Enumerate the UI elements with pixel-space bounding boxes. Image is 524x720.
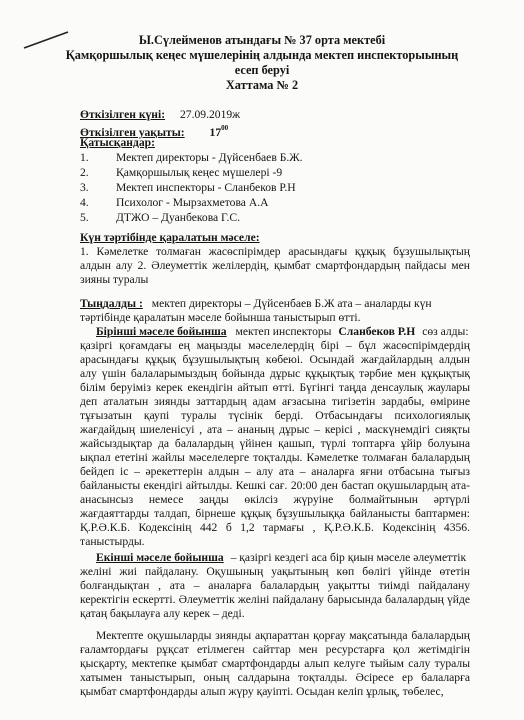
date-row — [80, 108, 240, 121]
paragraph-line: керектігін ескертті. Әлеуметтік желіні пайдалану барысында балалардың үйде — [80, 593, 470, 606]
agenda-text-line: алдын алу 2. Әлеуметтік желілердің, қымбат смартфондардың пайдасы мен — [80, 259, 470, 272]
paragraph-line: ықпал ететіні жайлы мәселелерге тоқталды. Кәмелетке толмаған балалардың — [80, 451, 470, 464]
paragraph-line: байланысты екендігі айтылды. Кешкі сағ. 20:00 ден бастап оқушылардың ата- — [80, 479, 470, 492]
paragraph-line: арасындағы құқық бұзушылықтың көбеюі. Осындай жағдайлардың алдын — [80, 353, 470, 366]
second-issue-line-1: Екінші мәселе бойынша – қазіргі кездегі аса бір қиын мәселе әлеуметтік — [96, 551, 467, 564]
paragraph-line: қатаң бақылауға алу керек – деді. — [80, 607, 245, 620]
first-issue-line-1: Бірінші мәселе бойынша мектеп инспекторы Сланбеков Р.Н сөз алды: — [96, 325, 469, 338]
protocol-title: Хаттама № 2 — [225, 78, 299, 92]
paragraph-line: бейдеп іс – әрекеттерін алдын – алу ата – аналарға яғни отбасына тығыз — [80, 465, 470, 478]
paragraph-line: жайсыздықтар да балалардың үйінен қашып, түрлі топтарға ұйір болуына — [80, 437, 470, 450]
paragraph-line: Мектепте оқушыларды зиянды ақпараттан қорғау мақсатында балалардың — [96, 629, 470, 642]
paragraph-line: таныстырды. — [80, 535, 145, 548]
time-value: $17^{00}$ — [209, 124, 229, 139]
first-issue-label: Бірінші мәселе бойынша — [96, 325, 227, 338]
attendee-item: 3. Мектеп инспекторы - Сланбеков Р.Н — [80, 181, 296, 194]
paragraph-line: қымбат смартфондарды алып жүру қауіпті. Осыдан келіп ұрлық, төбелес, — [80, 685, 444, 698]
paragraph-line: деп аталатын зиянды заттардың адам ағзасына тигізетін зардабы, өмірине — [80, 395, 470, 408]
paragraph-line: анасынсыз немесе заңды өкілсіз жүруіне болмайтынын әртүрлі — [80, 493, 470, 506]
document-subtitle-line-1: Қамқоршылық кеңес мүшелерінің алдында мектеп инспекторыының — [65, 48, 459, 62]
paragraph-line: ғаламтордағы рұқсат етілмеген сайттар мен ресурстарға қол жетімдігін — [80, 643, 470, 656]
attendee-item: 4. Психолог - Мырзахметова А.А — [80, 196, 269, 209]
speaker-name: Сланбеков Р.Н — [338, 325, 416, 338]
attendee-item: 2. Қамқоршылық кеңес мүшелері -9 — [80, 166, 283, 179]
heard-label: Тыңдалды : — [80, 297, 143, 310]
date-value: 27.09.2019ж — [179, 108, 241, 121]
second-issue-label: Екінші мәселе бойынша — [96, 551, 224, 564]
paragraph-line: тұғызатын қаупі туралы түсінік берді. Отбасындағы психологиялық — [80, 409, 470, 422]
paragraph-line: жағдайдың шиеленісуі , ата – ананың дұрыс – керісі , маскүнемдігі сияқты — [80, 423, 470, 436]
paragraph-line: болғандықтан , ата – аналарға балалардың уақытты тиімді пайдалану — [80, 579, 470, 592]
paragraph-line: қазіргі қоғамдағы ең маңызды мәселелердің бірі – бұл жасөспірімдердің — [80, 339, 470, 352]
attendee-item: 5. ДТЖО – Дуанбекова Г.С. — [80, 211, 240, 224]
attendees-label: Қатысқандар: — [80, 136, 155, 149]
date-label: Өткізілген күні: — [80, 108, 166, 121]
agenda-text-line: зияны туралы — [80, 273, 149, 286]
heard-paragraph-line-1: Тыңдалды : мектеп директоры – Дүйсенбаев Б.Ж ата – аналарды күн — [80, 297, 432, 310]
paragraph-line: жағдаяттарды талдап, бірнеше құқық бұзушылыққа байланысты баптармен: — [80, 507, 470, 520]
school-name: Ы.Сүлейменов атындағы № 37 орта мектебі — [138, 33, 386, 47]
heard-paragraph-line-2: тәртібінде қаралатын мәселе бойынша таныстырып өтті. — [80, 311, 361, 324]
document-subtitle-line-2: есеп беруі — [234, 63, 290, 77]
agenda-text-line: 1. Кәмелетке толмаған жасөспірімдер арасындағы құқық бұзушылықтың — [80, 245, 470, 258]
paragraph-line: хатымен таныстырып, оның салдарына тоқталды. Әсіресе ер балаларға — [80, 671, 470, 684]
paragraph-line: Қ.Р.Ә.К.Б. Кодексінің 442 б 1,2 тармағы , Қ.Р.Ә.К.Б. Кодексінің 4356. — [80, 521, 470, 534]
agenda-label: Күн тәртібінде қаралатын мәселе: — [80, 231, 260, 244]
paragraph-line: білім беруіміз керек екендігін айтып өтті. Бүгінгі таңда денсаулық жаулары — [80, 381, 470, 394]
time-label: Өткізілген уақыты: — [80, 126, 185, 139]
paragraph-line: қысқарту, мектепке қымбат смартфондарды алып келуге тыйым салу туралы — [80, 657, 470, 670]
paragraph-line: желіні жиі пайдалану. Оқушының уақытының көп бөлігі үйінде өтетін — [80, 565, 470, 578]
paragraph-line: алу үшін балаларымыздың бойында дұрыс құқықтық тәрбие мен құқықтық — [80, 367, 470, 380]
attendee-item: 1. Мектеп директоры - Дүйсенбаев Б.Ж. — [80, 151, 303, 164]
